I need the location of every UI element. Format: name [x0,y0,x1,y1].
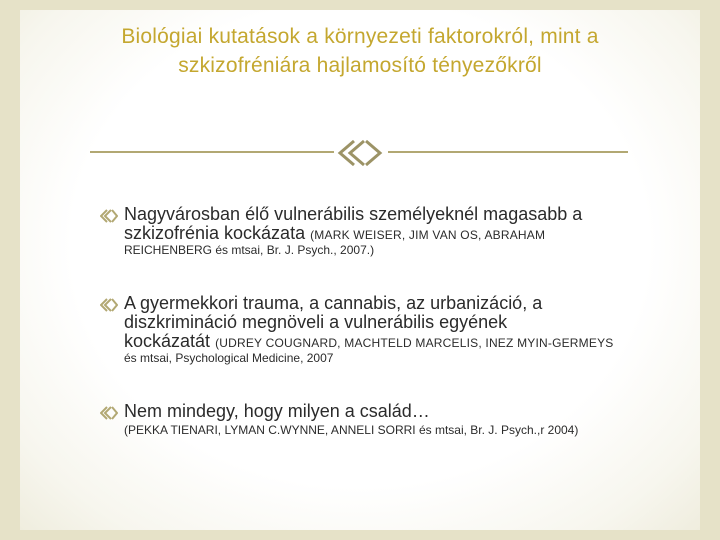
bullet-3-citation: (PEKKA TIENARI, LYMAN C.WYNNE, ANNELI SORRI és mtsai, Br. J. Psych.,r 2004) [124,423,579,437]
bullet-2-citation-next: és mtsai, Psychological Medicine, 2007 [124,351,334,365]
bullet-2-citation-inline: (UDREY COUGNARD, MACHTELD MARCELIS, INEZ MYIN-GERMEYS [215,336,614,350]
bullet-item-1 [100,205,680,257]
chevron-bullet-icon [100,209,118,223]
bullet-item-2 [100,294,680,365]
chevron-bullet-icon [100,298,118,312]
bullet-2-line-1: A gyermekkori trauma, a cannabis, az urbanizáció, a [124,293,543,313]
bullet-item-3 [100,402,680,437]
divider-line-left [90,151,334,153]
slide-title [0,22,720,80]
chevron-ornament-icon [336,137,384,169]
bullet-1-line-1: Nagyvárosban élő vulnerábilis személyeknél magasabb a [124,204,583,224]
slide-panel [20,10,700,530]
bullet-1-line-2: szkizofrénia kockázata [124,223,306,243]
title-line-2: szkizofréniára hajlamosító tényezőkről [178,54,542,77]
chevron-bullet-icon [100,406,118,420]
bullet-2-line-2: diszkrimináció megnöveli a vulnerábilis egyének [124,312,508,332]
bullet-2-line-3: kockázatát [124,331,211,351]
bullet-1-citation-next: REICHENBERG és mtsai, Br. J. Psych., 2007.) [124,243,375,257]
title-line-1: Biológiai kutatások a környezeti faktorokról, mint a [121,25,599,48]
bullet-3-line-1: Nem mindegy, hogy milyen a család… [124,401,430,421]
divider-line-right [388,151,628,153]
bullet-1-citation-inline: (MARK WEISER, JIM VAN OS, ABRAHAM [310,228,546,242]
